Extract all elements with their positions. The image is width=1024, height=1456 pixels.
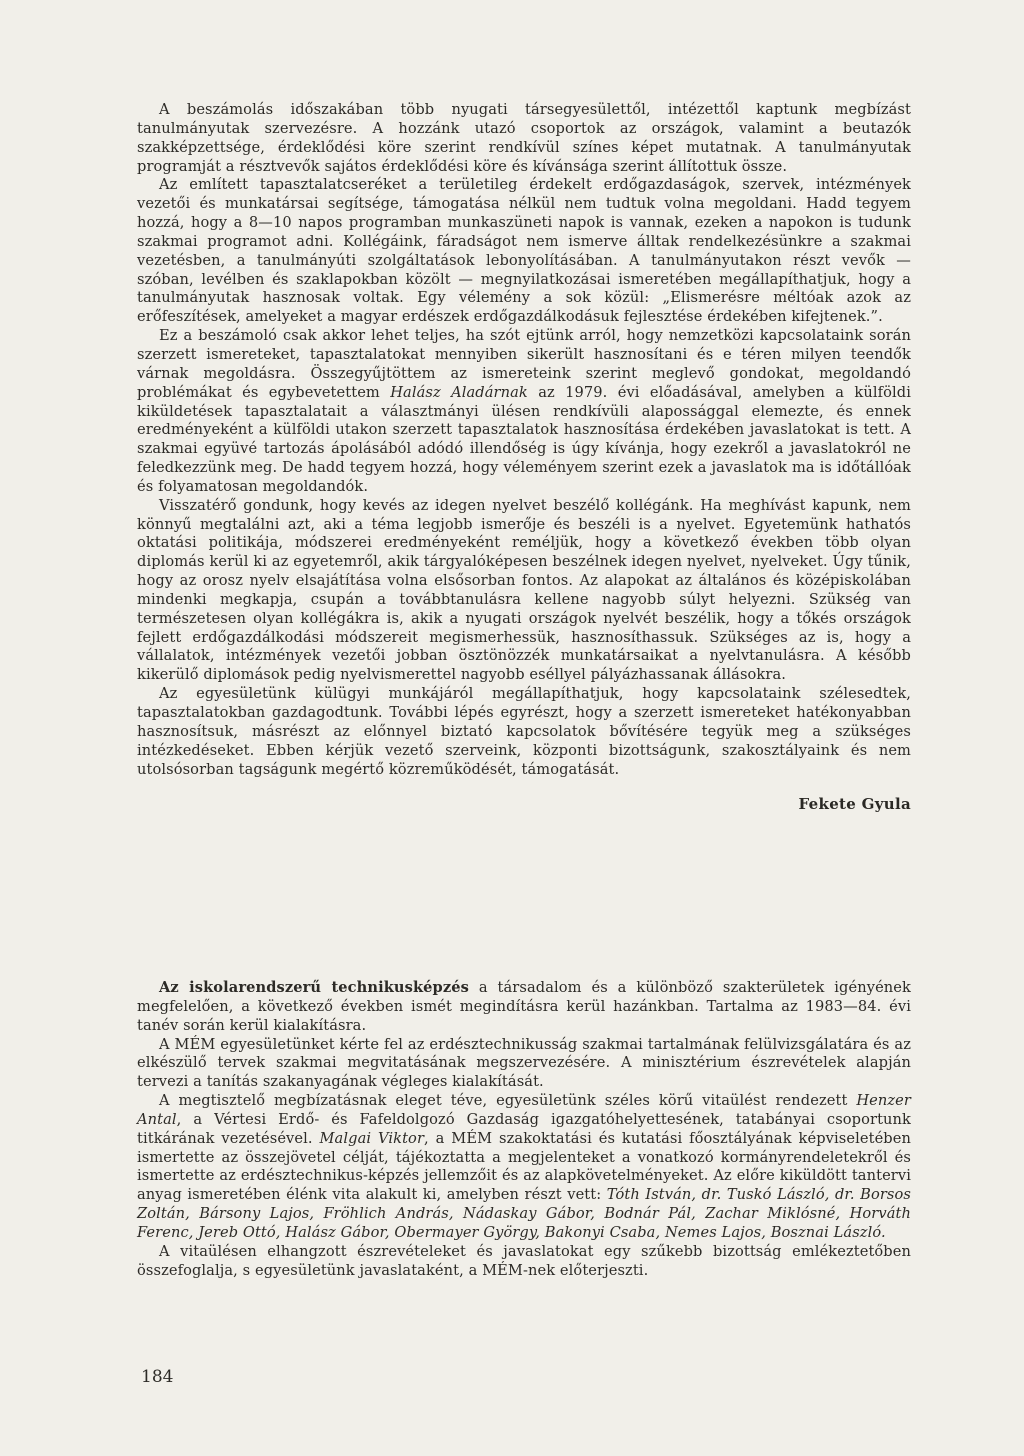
paragraph-tech-3-text-c: , a MÉM szakoktatási és kutatási főosztályának képviseletében ismertette az összejövetel célját, tájékoztatta a megjelenteket a vonatkozó kormányrendeletekről és ismertette az erdésztechnikus-képzés jellemzőit és az alapkövetelményeket. Az előre kiküldött tantervi anyag ismeretében élénk vita alakult ki, amelyben részt vett: [137, 1129, 911, 1204]
article-international-report [137, 101, 911, 813]
person-name-henzer-antal: Henzer Antal [137, 1092, 911, 1128]
paragraph-tech-2: A MÉM egyesületünket kérte fel az erdésztechnikusság szakmai tartalmának felülvizsgálatára és az elkészülő tervek szakmai megvitatásának megszervezésére. A minisztérium észrevételek alapján tervezi a tanítás szakanyagának végleges kialakítását. [137, 1035, 911, 1091]
participant-names: Tóth István, dr. Tuskó László, dr. Borsos Zoltán, Bársony Lajos, Fröhlich András, Nádaskay Gábor, Bodnár Pál, Zachar Miklósné, Horváth Ferenc, Jereb Ottó, Halász Gábor, Obermayer György, Bakonyi Csaba, Nemes Lajos, Bosznai László. [137, 1186, 911, 1241]
paragraph-tech-4: A vitaülésen elhangzott észrevételeket és javaslatokat egy szűkebb bizottság emlékeztetőben összefoglalja, s egyesületünk javaslataként, a MÉM-nek előterjeszti. [137, 1242, 911, 1279]
person-name-malgai-viktor: Malgai Viktor [319, 1129, 425, 1147]
paragraph-1: A beszámolás időszakában több nyugati társegyesülettől, intézettől kaptunk megbízást tanulmányutak szervezésre. A hozzánk utazó csoportok az országok, valamint a beutazók szakképzettsége, érdeklődési köre szerint rendkívül színes képet mutatnak. A tanulmányutak programját a résztvevők sajátos érdeklődési köre és kívánsága szerint állítottuk össze. [137, 101, 911, 175]
page-number: 184 [141, 1367, 174, 1387]
paragraph-2: Az említett tapasztalatcseréket a területileg érdekelt erdőgazdaságok, szervek, intézmények vezetői és munkatársai segítsége, támogatása nélkül nem tudtuk volna megoldani. Hadd tegyem hozzá, hogy a 8—10 napos programban munkaszüneti napok is vannak, ezeken a napokon is tudunk szakmai programot adni. Kollégáink, fáradságot nem ismerve álltak rendelkezésünkre a szakmai vezetésben, a tanulmányúti szolgáltatások lebonyolításában. A tanulmányutakon részt vevők — szóban, levélben és szaklapokban közölt — megnyilatkozásai ismeretében megállapíthatjuk, hogy a tanulmányutak hasznosak voltak. Egy vélemény a sok közül: „Elismerésre méltóak azok az erőfeszítések, amelyeket a magyar erdészek erdőgazdálkodásuk fejlesztése érdekében kifejtenek.”. [137, 176, 911, 326]
paragraph-tech-1 [137, 979, 911, 1036]
author-signature: Fekete Gyula [798, 795, 911, 814]
paragraph-tech-3-text-a: A megtisztelő megbízatásnak eleget téve, egyesületünk széles körű vitaülést rendezett [159, 1092, 857, 1110]
paragraph-tech-3 [137, 1092, 911, 1243]
paragraph-3-text-a: Ez a beszámoló csak akkor lehet teljes, ha szót ejtünk arról, hogy nemzetközi kapcsolataink során szerzett ismereteket, tapasztalatokat mennyiben sikerült hasznosítani és e téren milyen teendők várnak megoldásra. Összegyűjtöttem az ismereteink szerint meglevő gondokat, megoldandó problémákat és egybevetettem [137, 327, 911, 401]
paragraph-tech-1-rest: a társadalom és a különböző szakterületek igényének megfelelően, a következő években ismét megindításra kerül hazánkban. Tartalma az 1983—84. évi tanév során kerül kialakításra. [137, 979, 911, 1034]
person-name-halasz-aladar: Halász Aladárnak [390, 383, 528, 401]
paragraph-tech-3-text-b: , a Vértesi Erdő- és Fafeldolgozó Gazdaság igazgatóhelyettesének, tatabányai csoportunk titkárának vezetésével. [137, 1110, 911, 1147]
lead-phrase: Az iskolarendszerű technikusképzés [159, 979, 469, 996]
paragraph-3 [137, 327, 911, 497]
article-technician-training [137, 979, 911, 1281]
paragraph-3-text-b: az 1979. évi előadásával, amelyben a külföldi kiküldetések tapasztalatait a választmányi ülésen rendkívüli alapossággal elemezte, és ennek eredményeként a külföldi utakon szerzett tapasztalatok hasznosítása érdekében javaslatokat is tett. A szakmai együvé tartozás ápolásából adódó illendőség is úgy kívánja, hogy ezekről a javaslatokról ne feledkezzünk meg. De hadd tegyem hozzá, hogy véleményem szerint ezek a javaslatok ma is időtállóak és folyamatosan megoldandók. [137, 383, 911, 495]
paragraph-5: Az egyesületünk külügyi munkájáról megállapíthatjuk, hogy kapcsolataink szélesedtek, tapasztalatokban gazdagodtunk. További lépés egyrészt, hogy a szerzett ismereteket hatékonyabban hasznosítsuk, másrészt az előnnyel biztató kapcsolatok bővítésére tegyük meg a szükséges intézkedéseket. Ebben kérjük vezető szerveink, központi bizottságunk, szakosztályaink és nem utolsósorban tagságunk megértő közreműködését, támogatását. [137, 685, 911, 778]
paragraph-4: Visszatérő gondunk, hogy kevés az idegen nyelvet beszélő kollégánk. Ha meghívást kapunk, nem könnyű megtalálni azt, aki a téma legjobb ismerője és beszéli is a nyelvet. Egyetemünk hathatós oktatási politikája, módszerei eredményeként reméljük, hogy a következő években több olyan diplomás kerül ki az egyetemről, akik tárgyalóképesen beszélnek idegen nyelvet, nyelveket. Úgy tűnik, hogy az orosz nyelv elsajátítása volna elsősorban fontos. Az alapokat az általános és középiskolában mindenki megkapja, csupán a továbbtanulásra kellene nagyobb súlyt helyezni. Szükség van természetesen olyan kollégákra is, akik a nyugati országok nyelvét beszélik, hogy a tőkés országok fejlett erdőgazdálkodási módszereit megismerhessük, hasznosíthassuk. Szükséges az is, hogy a vállalatok, intézmények vezetői jobban ösztönözzék munkatársaikat a nyelvtanulásra. A később kikerülő diplomások pedig nyelvismerettel nagyobb eséllyel pályázhassanak állásokra. [137, 496, 911, 684]
